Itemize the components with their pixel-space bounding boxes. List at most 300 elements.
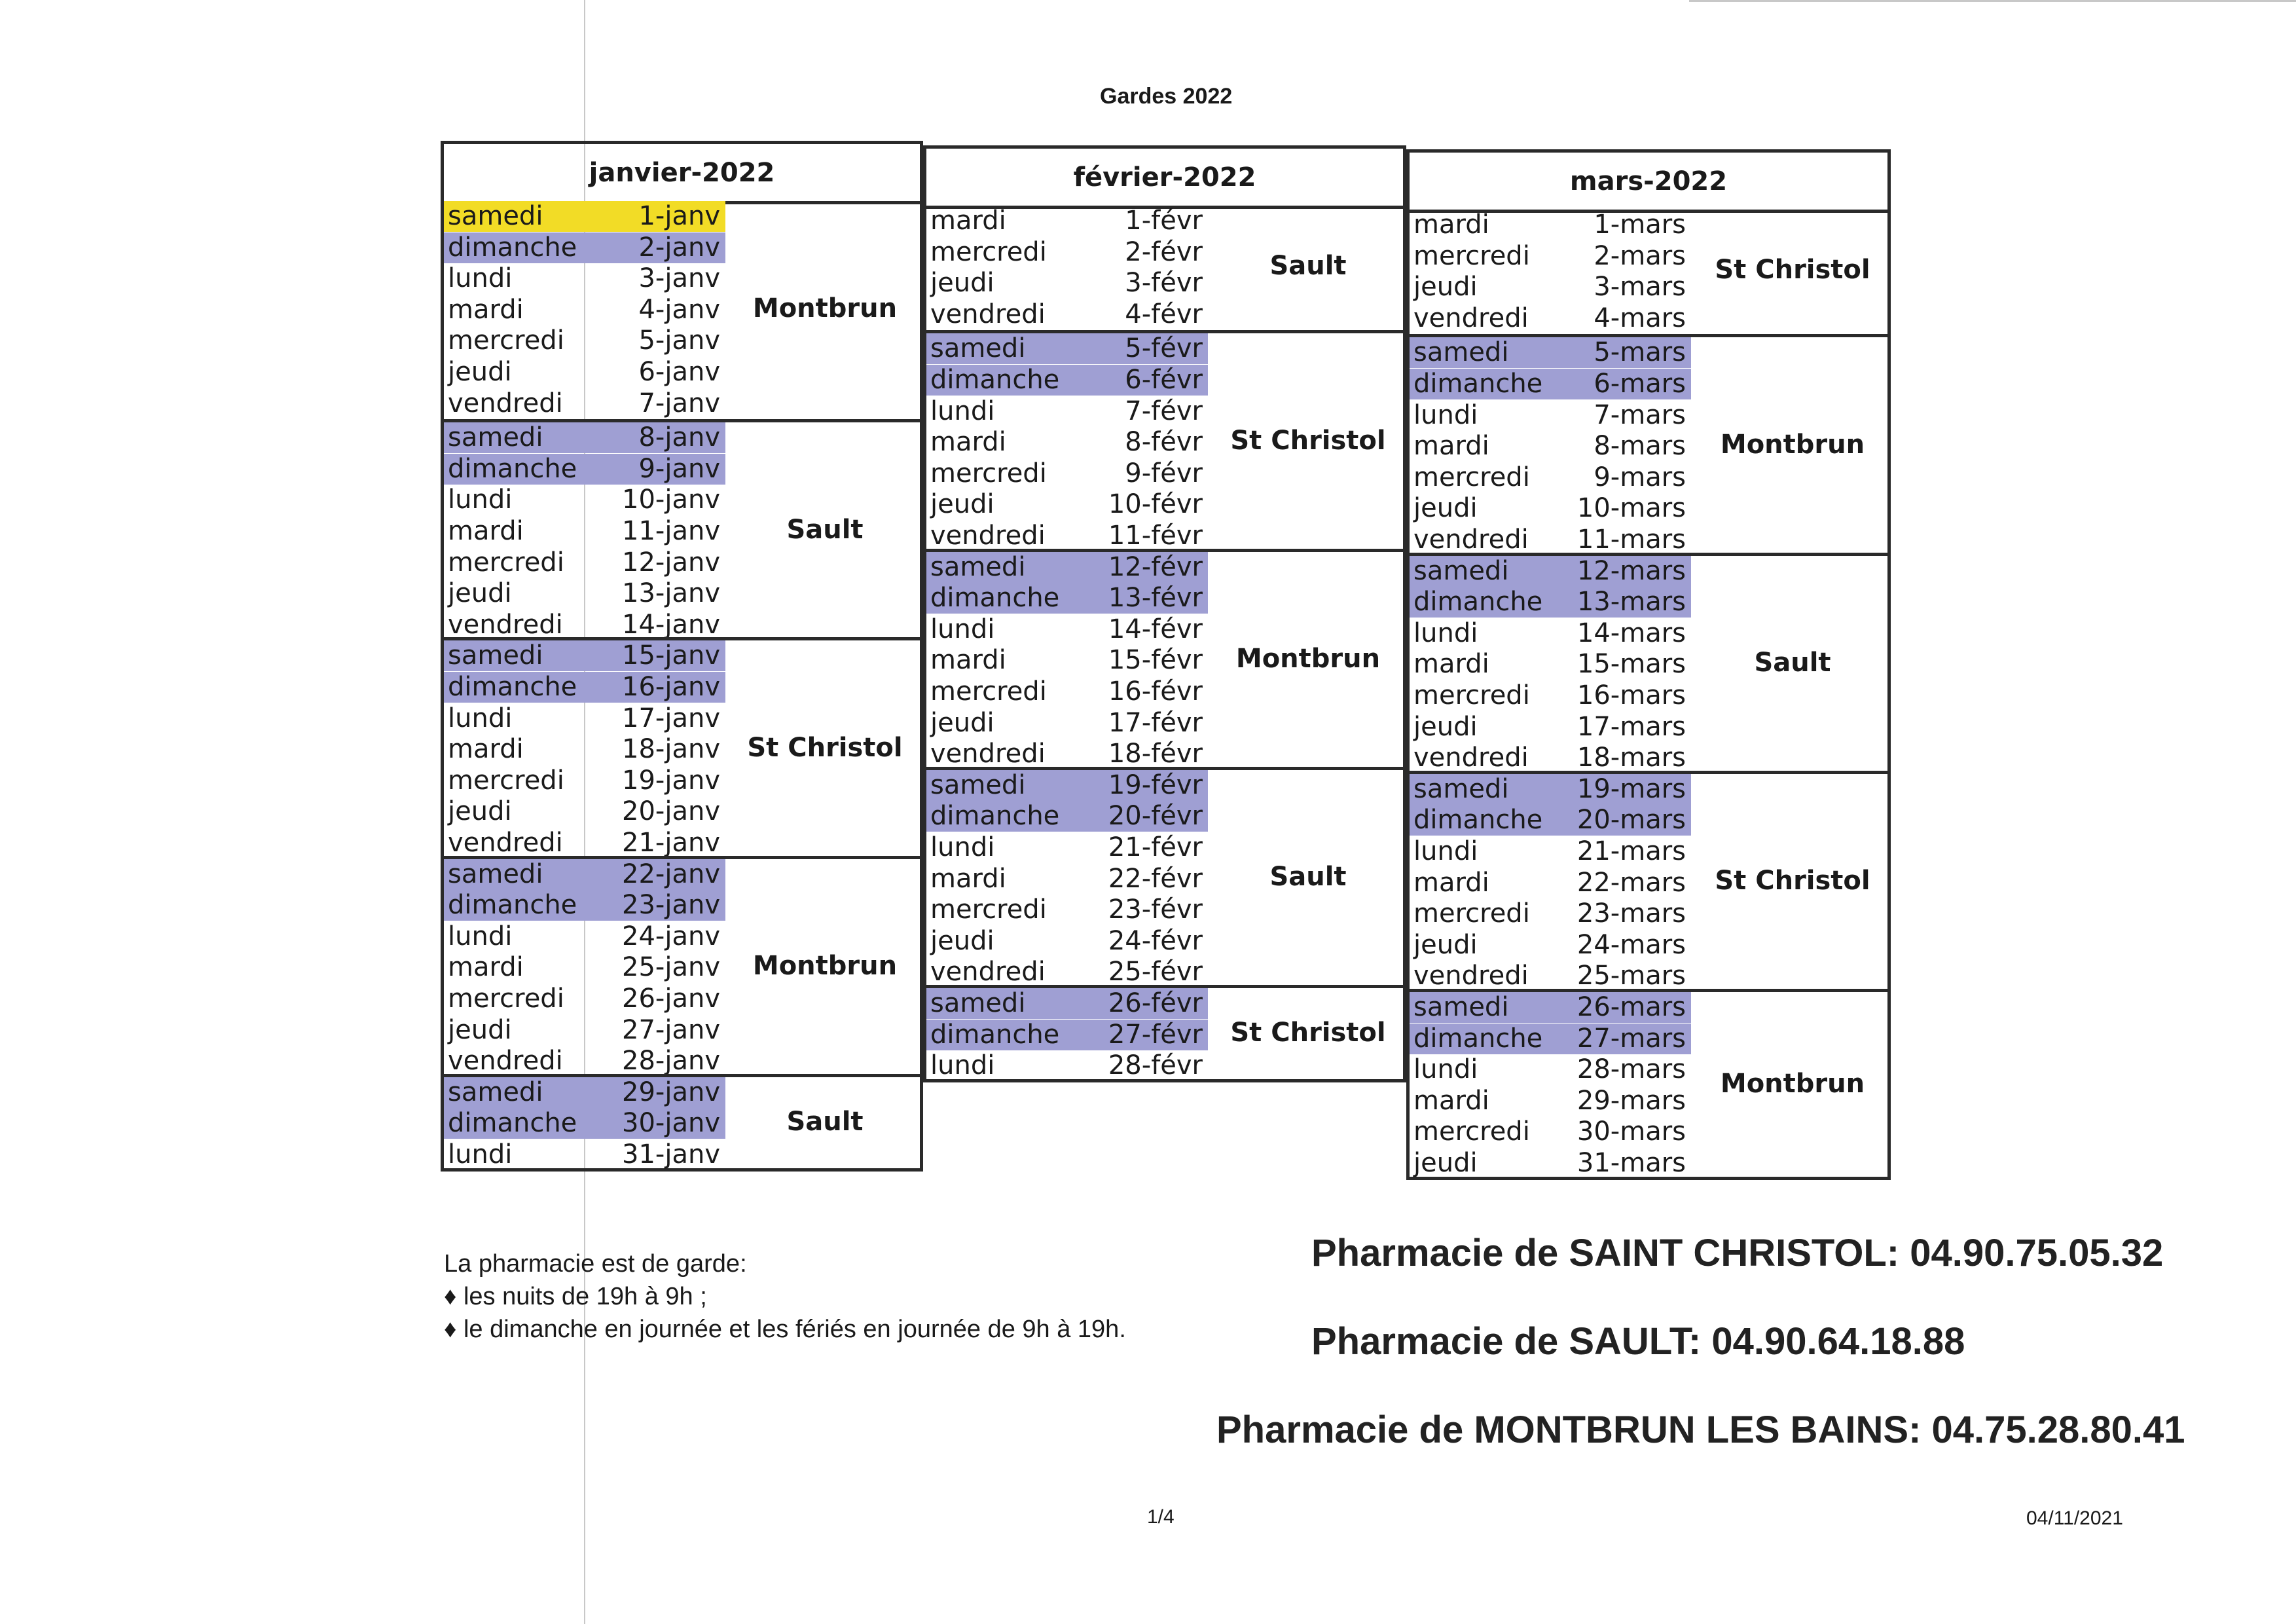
day-name: dimanche (1413, 368, 1543, 399)
day-row (926, 299, 1208, 330)
day-row (1410, 241, 1691, 272)
day-name: mardi (930, 863, 1006, 894)
notes-item-text: le dimanche en journée et les fériés en journée de 9h à 19h. (463, 1316, 1126, 1343)
day-name: dimanche (1413, 1023, 1543, 1054)
day-row (1410, 556, 1691, 587)
day-date: 3-mars (1594, 272, 1686, 303)
day-date: 19-févr (1108, 769, 1203, 800)
day-date: 16-janv (622, 671, 720, 702)
duty-block (926, 330, 1403, 551)
month-table (441, 141, 923, 1172)
day-date: 17-févr (1108, 707, 1203, 738)
day-name: mercredi (930, 458, 1047, 489)
contact-montbrun: Pharmacie de MONTBRUN LES BAINS: 04.75.28.80.41 (1216, 1409, 2185, 1451)
day-date: 29-mars (1576, 1085, 1686, 1116)
duty-pharmacy: St Christol (1230, 425, 1386, 456)
day-date: 12-févr (1108, 551, 1203, 582)
day-row (444, 516, 725, 547)
day-name: vendredi (1413, 524, 1529, 555)
day-date: 10-janv (622, 485, 720, 515)
day-date: 22-janv (622, 858, 720, 889)
duty-pharmacy: St Christol (1715, 255, 1870, 286)
duty-pharmacy: Montbrun (1720, 429, 1865, 460)
duty-block (1410, 210, 1887, 334)
day-row (1410, 272, 1691, 303)
day-date: 23-mars (1576, 898, 1686, 929)
duty-block (444, 201, 920, 419)
day-name: dimanche (448, 1108, 577, 1139)
day-row (1410, 462, 1691, 493)
duty-pharmacy: Montbrun (1235, 644, 1381, 674)
day-date: 3-janv (638, 263, 720, 294)
day-name: mercredi (448, 765, 564, 796)
day-row (444, 1108, 725, 1139)
day-row (444, 734, 725, 765)
day-name: mardi (1413, 431, 1489, 462)
day-date: 20-mars (1576, 805, 1686, 836)
day-date: 3-févr (1125, 268, 1203, 299)
day-row (926, 614, 1208, 645)
month-header: janvier-2022 (444, 144, 920, 204)
day-date: 28-janv (622, 1046, 720, 1077)
day-date: 18-mars (1576, 743, 1686, 773)
day-date: 21-janv (622, 827, 720, 858)
day-row (926, 926, 1208, 957)
day-date: 22-févr (1108, 863, 1203, 894)
day-row (444, 547, 725, 578)
day-name: samedi (1413, 773, 1509, 804)
day-name: mercredi (448, 325, 564, 356)
day-name: dimanche (930, 364, 1060, 395)
day-name: mardi (930, 645, 1006, 676)
duty-block (1410, 553, 1887, 771)
duty-block (926, 985, 1403, 1079)
day-name: vendredi (1413, 961, 1529, 991)
day-name: samedi (1413, 555, 1509, 586)
day-name: jeudi (1413, 929, 1478, 960)
day-name: vendredi (1413, 303, 1529, 333)
duty-block (444, 419, 920, 640)
day-date: 21-mars (1576, 836, 1686, 866)
day-date: 27-janv (622, 1014, 720, 1045)
day-name: dimanche (930, 1019, 1060, 1050)
day-name: jeudi (448, 796, 512, 827)
day-date: 29-janv (622, 1077, 720, 1107)
day-row (1410, 992, 1691, 1023)
day-row (926, 957, 1208, 987)
day-name: mardi (1413, 649, 1489, 680)
day-row (926, 645, 1208, 676)
day-name: jeudi (930, 489, 994, 520)
day-row (1410, 868, 1691, 898)
day-name: samedi (448, 858, 543, 889)
day-name: mardi (448, 952, 524, 983)
day-name: vendredi (930, 299, 1046, 329)
day-name: jeudi (1413, 272, 1478, 303)
day-name: mardi (930, 206, 1006, 236)
day-name: jeudi (1413, 493, 1478, 524)
notes (444, 1247, 1126, 1346)
day-name: vendredi (930, 520, 1046, 551)
day-date: 24-févr (1108, 925, 1203, 956)
day-name: mercredi (1413, 680, 1530, 710)
day-date: 9-janv (638, 453, 720, 484)
day-name: lundi (448, 703, 513, 733)
day-row (444, 263, 725, 294)
day-row (1410, 961, 1691, 991)
day-row (444, 422, 725, 453)
day-name: dimanche (930, 801, 1060, 832)
day-row (1410, 493, 1691, 524)
day-name: samedi (1413, 992, 1509, 1022)
day-name: mardi (1413, 867, 1489, 898)
day-row (1410, 1086, 1691, 1116)
day-date: 2-janv (638, 232, 720, 263)
day-row (1410, 1024, 1691, 1054)
day-name: lundi (448, 1139, 513, 1170)
day-date: 19-janv (622, 765, 720, 796)
contact-sault: Pharmacie de SAULT: 04.90.64.18.88 (1311, 1320, 1965, 1363)
day-date: 26-févr (1108, 988, 1203, 1018)
day-name: jeudi (930, 707, 994, 738)
day-date: 25-févr (1108, 957, 1203, 987)
day-name: dimanche (930, 583, 1060, 614)
day-name: vendredi (930, 957, 1046, 987)
day-row (1410, 1116, 1691, 1147)
day-row (926, 237, 1208, 268)
day-row (926, 206, 1208, 236)
day-row (444, 796, 725, 827)
day-date: 14-févr (1108, 614, 1203, 644)
day-row (926, 708, 1208, 739)
day-date: 2-févr (1125, 236, 1203, 267)
day-row (926, 801, 1208, 832)
day-row (926, 676, 1208, 707)
day-date: 28-févr (1108, 1050, 1203, 1081)
day-row (1410, 774, 1691, 805)
day-name: jeudi (930, 925, 994, 956)
duty-block (1410, 989, 1887, 1176)
day-row (1410, 431, 1691, 462)
day-date: 20-janv (622, 796, 720, 827)
day-name: jeudi (930, 268, 994, 299)
day-name: jeudi (448, 578, 512, 609)
day-date: 18-févr (1108, 739, 1203, 769)
day-date: 26-mars (1576, 992, 1686, 1022)
day-name: lundi (930, 614, 995, 644)
day-date: 24-mars (1576, 929, 1686, 960)
day-row (444, 1139, 725, 1170)
day-name: vendredi (930, 739, 1046, 769)
day-date: 18-janv (622, 734, 720, 765)
day-date: 6-févr (1125, 364, 1203, 395)
day-date: 30-mars (1576, 1116, 1686, 1147)
day-row (444, 859, 725, 890)
duty-block (444, 856, 920, 1077)
page-number: 1/4 (1147, 1506, 1175, 1528)
day-date: 13-mars (1576, 587, 1686, 618)
day-date: 10-févr (1108, 489, 1203, 520)
day-name: lundi (448, 263, 513, 294)
day-date: 14-janv (622, 609, 720, 640)
day-date: 12-janv (622, 547, 720, 578)
duty-block (444, 1074, 920, 1168)
day-row (444, 703, 725, 734)
day-date: 12-mars (1576, 555, 1686, 586)
day-date: 4-janv (638, 294, 720, 325)
day-name: samedi (448, 201, 543, 231)
day-row (1410, 400, 1691, 431)
day-row (926, 1020, 1208, 1050)
day-row (926, 895, 1208, 925)
day-date: 17-janv (622, 703, 720, 733)
day-date: 16-mars (1576, 680, 1686, 710)
day-row (926, 521, 1208, 551)
day-date: 30-janv (622, 1108, 720, 1139)
day-name: jeudi (448, 1014, 512, 1045)
day-date: 6-janv (638, 357, 720, 387)
month-table (1406, 149, 1891, 1180)
day-row (444, 890, 725, 921)
duty-pharmacy: St Christol (1715, 866, 1870, 896)
day-name: mercredi (930, 676, 1047, 707)
day-row (444, 485, 725, 515)
day-date: 19-mars (1576, 773, 1686, 804)
day-row (444, 1077, 725, 1108)
day-name: mercredi (1413, 1116, 1530, 1147)
day-name: vendredi (1413, 743, 1529, 773)
day-row (926, 864, 1208, 895)
duty-pharmacy: Sault (786, 514, 864, 545)
day-name: mercredi (930, 236, 1047, 267)
day-row (1410, 303, 1691, 334)
day-date: 25-janv (622, 952, 720, 983)
day-date: 8-mars (1594, 431, 1686, 462)
day-date: 8-févr (1125, 427, 1203, 458)
day-name: dimanche (448, 890, 577, 921)
day-name: vendredi (448, 388, 563, 418)
day-date: 15-janv (622, 640, 720, 671)
day-date: 13-janv (622, 578, 720, 609)
day-date: 7-mars (1594, 399, 1686, 430)
day-date: 26-janv (622, 983, 720, 1014)
day-row (444, 454, 725, 485)
day-row (926, 552, 1208, 583)
duty-block (444, 637, 920, 858)
duty-block (926, 206, 1403, 330)
day-row (444, 1015, 725, 1046)
day-name: mardi (448, 294, 524, 325)
day-name: dimanche (1413, 587, 1543, 618)
day-row (444, 201, 725, 232)
day-date: 7-févr (1125, 396, 1203, 426)
day-date: 9-févr (1125, 458, 1203, 489)
notes-item (444, 1313, 1126, 1346)
day-name: jeudi (1413, 711, 1478, 742)
day-row (444, 766, 725, 796)
day-name: mercredi (1413, 240, 1530, 271)
scan-edge-line (1689, 0, 2296, 2)
day-row (926, 458, 1208, 489)
day-name: samedi (930, 551, 1026, 582)
day-row (444, 578, 725, 609)
duty-pharmacy: Sault (1269, 862, 1347, 893)
day-row (926, 365, 1208, 396)
day-date: 31-janv (622, 1139, 720, 1170)
day-date: 10-mars (1576, 493, 1686, 524)
day-name: samedi (1413, 337, 1509, 368)
day-row (926, 396, 1208, 427)
duty-block (1410, 334, 1887, 555)
day-row (444, 921, 725, 952)
day-date: 1-janv (638, 201, 720, 231)
day-name: samedi (448, 422, 543, 453)
day-row (1410, 805, 1691, 836)
day-row (1410, 337, 1691, 368)
day-row (1410, 587, 1691, 618)
day-row (1410, 618, 1691, 649)
day-date: 14-mars (1576, 618, 1686, 648)
day-name: samedi (930, 333, 1026, 364)
day-name: mardi (1413, 1085, 1489, 1116)
day-row (444, 640, 725, 671)
duty-pharmacy: Sault (786, 1107, 864, 1137)
day-date: 21-févr (1108, 832, 1203, 862)
day-date: 5-janv (638, 325, 720, 356)
day-name: mercredi (448, 547, 564, 578)
day-date: 5-févr (1125, 333, 1203, 364)
day-row (1410, 680, 1691, 711)
day-name: lundi (930, 396, 995, 426)
notes-item (444, 1280, 1126, 1313)
day-name: mardi (1413, 210, 1489, 240)
day-row (1410, 1148, 1691, 1179)
duty-pharmacy: Montbrun (1720, 1068, 1865, 1099)
bullet-icon: ♦ (444, 1283, 457, 1310)
day-date: 17-mars (1576, 711, 1686, 742)
day-row (444, 1046, 725, 1077)
day-date: 27-févr (1108, 1019, 1203, 1050)
day-name: samedi (930, 988, 1026, 1018)
duty-pharmacy: St Christol (747, 732, 903, 763)
day-date: 5-mars (1594, 337, 1686, 368)
day-row (926, 770, 1208, 801)
day-date: 9-mars (1594, 462, 1686, 492)
day-date: 4-févr (1125, 299, 1203, 329)
day-name: jeudi (1413, 1148, 1478, 1178)
day-name: samedi (448, 1077, 543, 1107)
duty-pharmacy: Montbrun (752, 951, 898, 982)
month-header: mars-2022 (1410, 153, 1887, 213)
day-row (1410, 743, 1691, 773)
day-date: 23-janv (622, 890, 720, 921)
day-name: vendredi (448, 827, 563, 858)
day-row (926, 489, 1208, 520)
day-date: 15-mars (1576, 649, 1686, 680)
day-name: lundi (1413, 618, 1478, 648)
day-name: jeudi (448, 357, 512, 387)
day-date: 20-févr (1108, 801, 1203, 832)
day-row (926, 268, 1208, 299)
duty-block (926, 549, 1403, 767)
day-name: samedi (448, 640, 543, 671)
document-date: 04/11/2021 (2026, 1507, 2123, 1529)
day-name: mercredi (1413, 462, 1530, 492)
day-row (1410, 210, 1691, 240)
month-header: février-2022 (926, 149, 1403, 209)
day-name: mercredi (930, 895, 1047, 925)
duty-pharmacy: Sault (1754, 648, 1831, 678)
day-name: mercredi (1413, 898, 1530, 929)
day-row (444, 610, 725, 640)
day-name: vendredi (448, 1046, 563, 1077)
day-row (926, 988, 1208, 1019)
day-name: dimanche (448, 671, 577, 702)
day-date: 11-mars (1576, 524, 1686, 555)
day-row (444, 388, 725, 419)
contact-saint-christol: Pharmacie de SAINT CHRISTOL: 04.90.75.05.32 (1311, 1232, 2164, 1274)
day-date: 24-janv (622, 921, 720, 951)
duty-pharmacy: Sault (1269, 251, 1347, 282)
day-date: 2-mars (1594, 240, 1686, 271)
day-date: 1-mars (1594, 210, 1686, 240)
day-date: 11-janv (622, 515, 720, 546)
duty-block (1410, 771, 1887, 989)
notes-intro: La pharmacie est de garde: (444, 1250, 747, 1278)
day-row (1410, 369, 1691, 399)
day-name: dimanche (448, 232, 577, 263)
day-name: dimanche (1413, 805, 1543, 836)
day-date: 22-mars (1576, 867, 1686, 898)
day-date: 11-févr (1108, 520, 1203, 551)
day-row (1410, 930, 1691, 961)
day-name: mardi (448, 734, 524, 765)
month-table (923, 145, 1406, 1082)
day-date: 6-mars (1594, 368, 1686, 399)
page-title: Gardes 2022 (1100, 84, 1233, 109)
day-name: mardi (448, 515, 524, 546)
day-row (1410, 712, 1691, 743)
day-date: 7-janv (638, 388, 720, 418)
day-date: 16-févr (1108, 676, 1203, 707)
day-date: 1-févr (1125, 206, 1203, 236)
day-row (444, 672, 725, 703)
day-name: lundi (930, 832, 995, 862)
day-name: mercredi (448, 983, 564, 1014)
day-date: 23-févr (1108, 895, 1203, 925)
day-name: lundi (930, 1050, 995, 1081)
day-row (1410, 836, 1691, 867)
day-date: 8-janv (638, 422, 720, 453)
day-row (926, 832, 1208, 863)
day-row (1410, 525, 1691, 555)
duty-pharmacy: Montbrun (752, 293, 898, 323)
day-name: mardi (930, 427, 1006, 458)
day-row (1410, 1054, 1691, 1085)
notes-item-text: les nuits de 19h à 9h ; (463, 1283, 707, 1310)
day-date: 4-mars (1594, 303, 1686, 333)
day-row (1410, 898, 1691, 929)
day-name: vendredi (448, 609, 563, 640)
day-row (926, 427, 1208, 458)
day-name: lundi (448, 921, 513, 951)
day-row (926, 1050, 1208, 1081)
duty-pharmacy: St Christol (1230, 1018, 1386, 1048)
day-date: 27-mars (1576, 1023, 1686, 1054)
day-row (926, 333, 1208, 364)
bullet-icon: ♦ (444, 1316, 457, 1343)
day-name: dimanche (448, 453, 577, 484)
